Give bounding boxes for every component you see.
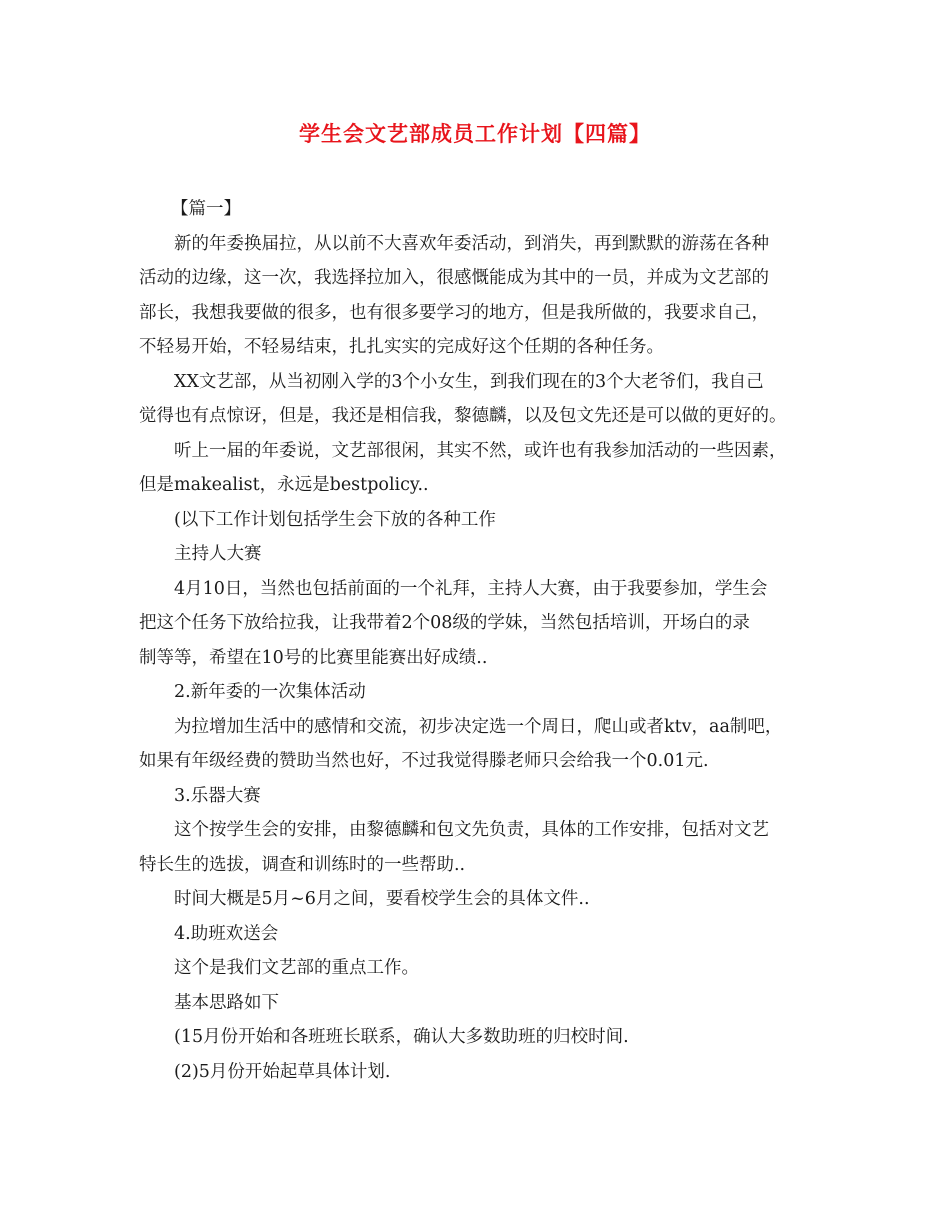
body-line: 部长，我想我要做的很多，也有很多要学习的地方，但是我所做的，我要求自己，: [139, 302, 769, 323]
section-label: 【篇一】: [171, 199, 241, 219]
body-line: 基本思路如下: [174, 992, 279, 1013]
body-line: XX文艺部，从当初刚入学的3个小女生，到我们现在的3个大老爷们，我自己: [174, 371, 764, 392]
body-line: 听上一届的年委说，文艺部很闲，其实不然，或许也有我参加活动的一些因素，: [174, 440, 787, 461]
body-line: 4.助班欢送会: [174, 923, 279, 944]
body-line: 时间大概是5月~6月之间，要看校学生会的具体文件..: [174, 889, 590, 909]
body-line: 不轻易开始，不轻易结束，扎扎实实的完成好这个任期的各种任务。: [139, 337, 664, 357]
body-line: 这个是我们文艺部的重点工作。: [174, 958, 419, 978]
body-line: 但是makealist，永远是bestpolicy..: [139, 475, 429, 495]
body-line: 制等等，希望在10号的比赛里能赛出好成绩..: [139, 647, 488, 668]
body-line: (以下工作计划包括学生会下放的各种工作: [174, 509, 496, 530]
body-line: (2)5月份开始起草具体计划.: [174, 1061, 391, 1082]
body-line: 活动的边缘，这一次，我选择拉加入，很感慨能成为其中的一员，并成为文艺部的: [139, 268, 769, 288]
body-line: 如果有年级经费的赞助当然也好，不过我觉得滕老师只会给我一个0.01元.: [139, 751, 709, 771]
body-line: 新的年委换届拉，从以前不大喜欢年委活动，到消失，再到默默的游荡在各种: [174, 233, 769, 254]
body-line: 主持人大赛: [174, 544, 262, 564]
body-line: 特长生的选拔，调查和训练时的一些帮助..: [139, 854, 466, 875]
body-line: 觉得也有点惊讶，但是，我还是相信我，黎德麟，以及包文先还是可以做的更好的。: [139, 406, 787, 426]
body-line: 为拉增加生活中的感情和交流，初步决定选一个周日，爬山或者ktv，aa制吧，: [174, 716, 783, 737]
body-line: 3.乐器大赛: [174, 785, 261, 806]
body-line: 这个按学生会的安排，由黎德麟和包文先负责，具体的工作安排，包括对文艺: [174, 820, 769, 840]
document-body: [139, 192, 819, 1089]
body-line: 2.新年委的一次集体活动: [174, 682, 366, 702]
body-line: 把这个任务下放给拉我，让我带着2个08级的学妹，当然包括培训，开场白的录: [139, 613, 750, 633]
body-line: 4月10日，当然也包括前面的一个礼拜，主持人大赛，由于我要参加，学生会: [174, 578, 768, 599]
document-title: 学生会文艺部成员工作计划【四篇】: [299, 122, 651, 146]
body-line: (15月份开始和各班班长联系，确认大多数助班的归校时间.: [174, 1027, 629, 1047]
